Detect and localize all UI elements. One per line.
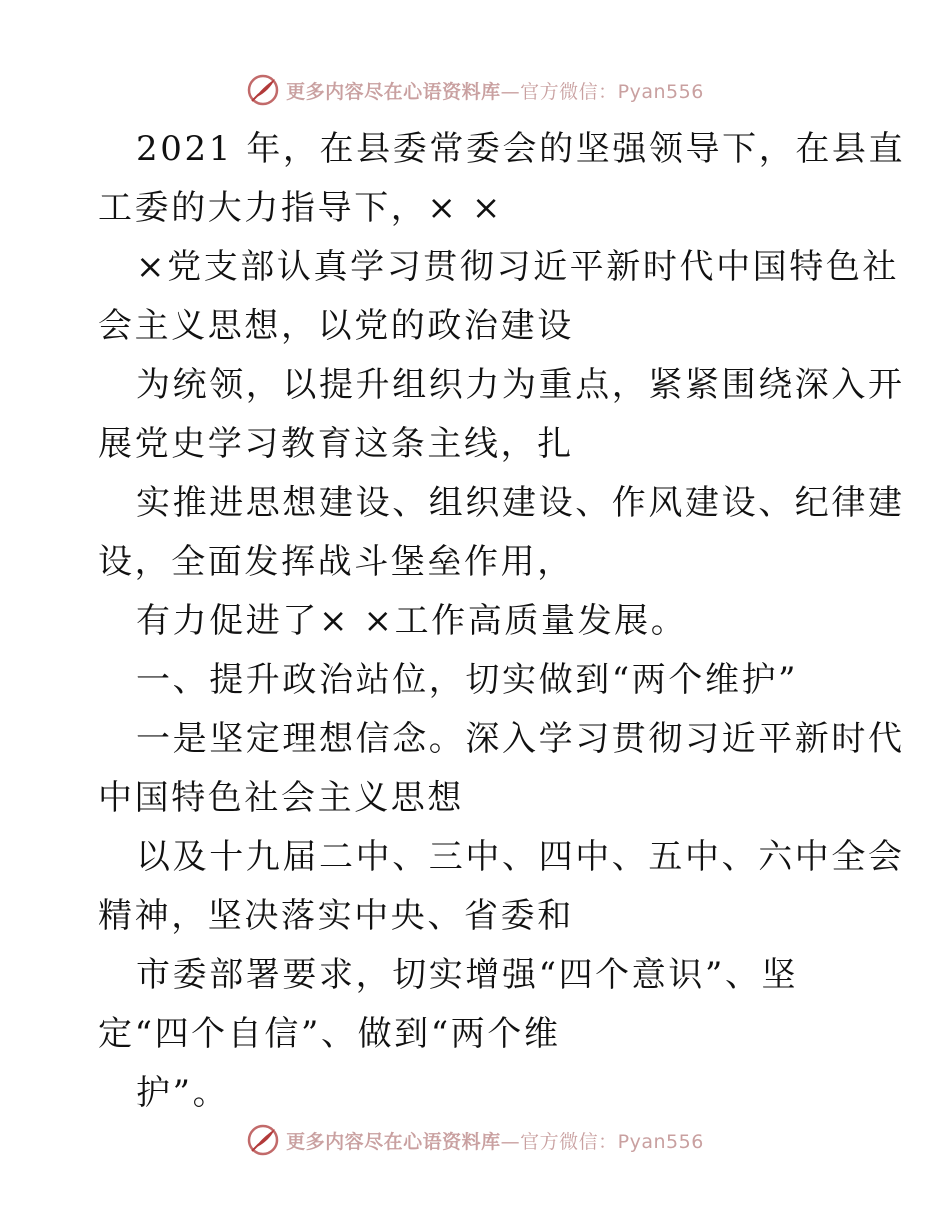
text-line: 市委部署要求，切实增强“四个意识”、坚 [136,955,799,995]
footer-banner-wechat: —官方微信：Pyan556 [500,1130,704,1153]
text-line: 会主义思想，以党的政治建设 [98,306,574,346]
text-line: 精神，坚决落实中央、省委和 [98,896,574,936]
document-body [98,120,906,1123]
text-line: 实推进思想建设、组织建设、作风建设、纪律建 [136,483,905,523]
feather-logo-icon [246,1123,280,1157]
header-banner-text [286,77,704,104]
feather-logo-icon [246,73,280,107]
header-banner-main: 更多内容尽在心语资料库 [286,80,501,103]
text-line: 为统领，以提升组织力为重点，紧紧围绕深入开 [136,365,905,405]
text-line: 2021 年，在县委常委会的坚强领导下，在县直 [136,129,906,169]
footer-banner-text [286,1127,704,1154]
text-line: 中国特色社会主义思想 [98,778,464,818]
text-line: 定“四个自信”、做到“两个维 [98,1014,561,1054]
text-line: 一、提升政治站位，切实做到“两个维护” [136,660,799,700]
text-line: ×党支部认真学习贯彻习近平新时代中国特色社 [136,247,900,287]
footer-banner [0,1120,950,1160]
text-line: 一是坚定理想信念。深入学习贯彻习近平新时代 [136,719,905,759]
text-line: 以及十九届二中、三中、四中、五中、六中全会 [136,837,905,877]
header-banner [0,70,950,110]
footer-banner-main: 更多内容尽在心语资料库 [286,1130,501,1153]
text-line: 展党史学习教育这条主线，扎 [98,424,574,464]
text-line: 有力促进了× ×工作高质量发展。 [136,601,688,641]
text-line: 护”。 [136,1073,230,1113]
text-line: 工委的大力指导下，× × [98,188,503,228]
text-line: 设，全面发挥战斗堡垒作用， [98,542,574,582]
header-banner-wechat: —官方微信：Pyan556 [500,80,704,103]
